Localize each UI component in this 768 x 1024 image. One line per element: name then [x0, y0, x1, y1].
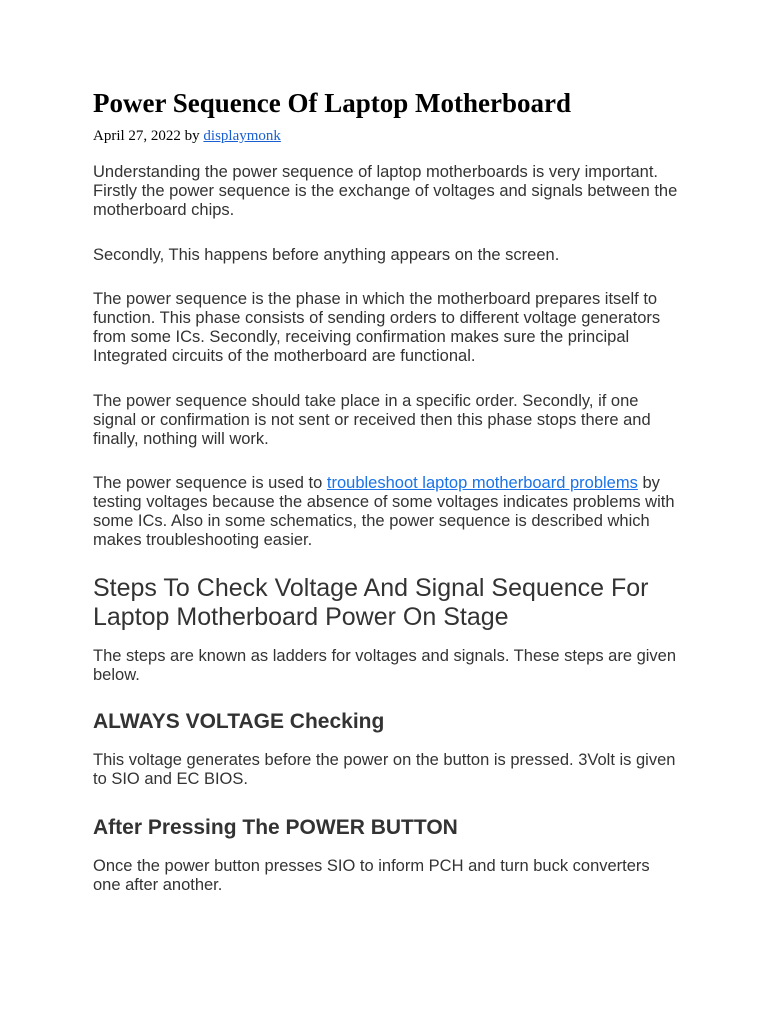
section-heading: Steps To Check Voltage And Signal Sequence For Laptop Motherboard Power On Stage — [93, 574, 649, 631]
post-date: April 27, 2022 by — [93, 128, 204, 144]
paragraph-secondly: Secondly, This happens before anything appears on the screen. — [93, 246, 560, 264]
paragraph-order: The power sequence should take place in a specific order. Secondly, if one signal or confirmation is not sent or received then this phase stops there and finally, nothing will work. — [93, 392, 651, 448]
page-title: Power Sequence Of Laptop Motherboard — [93, 88, 571, 118]
subsection-heading-power-button: After Pressing The POWER BUTTON — [93, 816, 458, 839]
subsection-text-always-voltage: This voltage generates before the power on the button is pressed. 3Volt is given to SIO and EC BIOS. — [93, 751, 676, 788]
paragraph-intro: Understanding the power sequence of laptop motherboards is very important. Firstly the power sequence is the exchange of voltages and signals between the motherboard chips. — [93, 163, 678, 219]
troubleshoot-link[interactable]: troubleshoot laptop motherboard problems — [326, 474, 638, 492]
post-meta — [93, 126, 678, 146]
author-link[interactable]: displaymonk — [203, 128, 281, 144]
subsection-text-power-button: Once the power button presses SIO to inform PCH and turn buck converters one after another. — [93, 857, 650, 894]
paragraph-text-after-link: by testing voltages because the absence of some voltages indicates problems with some ICs. Also in some schematics, the power sequence is described which makes troubleshooting easier. — [93, 474, 675, 549]
paragraph-phase: The power sequence is the phase in which the motherboard prepares itself to function. This phase consists of sending orders to different voltage generators from some ICs. Secondly, receiving confirmation makes sure the principal Integrated circuits of the motherboard are functional. — [93, 290, 661, 365]
subsection-heading-always-voltage: ALWAYS VOLTAGE Checking — [93, 710, 385, 733]
article — [93, 86, 678, 895]
paragraph-text-before-link: The power sequence is used to — [93, 474, 327, 492]
section-intro: The steps are known as ladders for voltages and signals. These steps are given below. — [93, 647, 677, 684]
paragraph-troubleshoot — [93, 474, 678, 550]
